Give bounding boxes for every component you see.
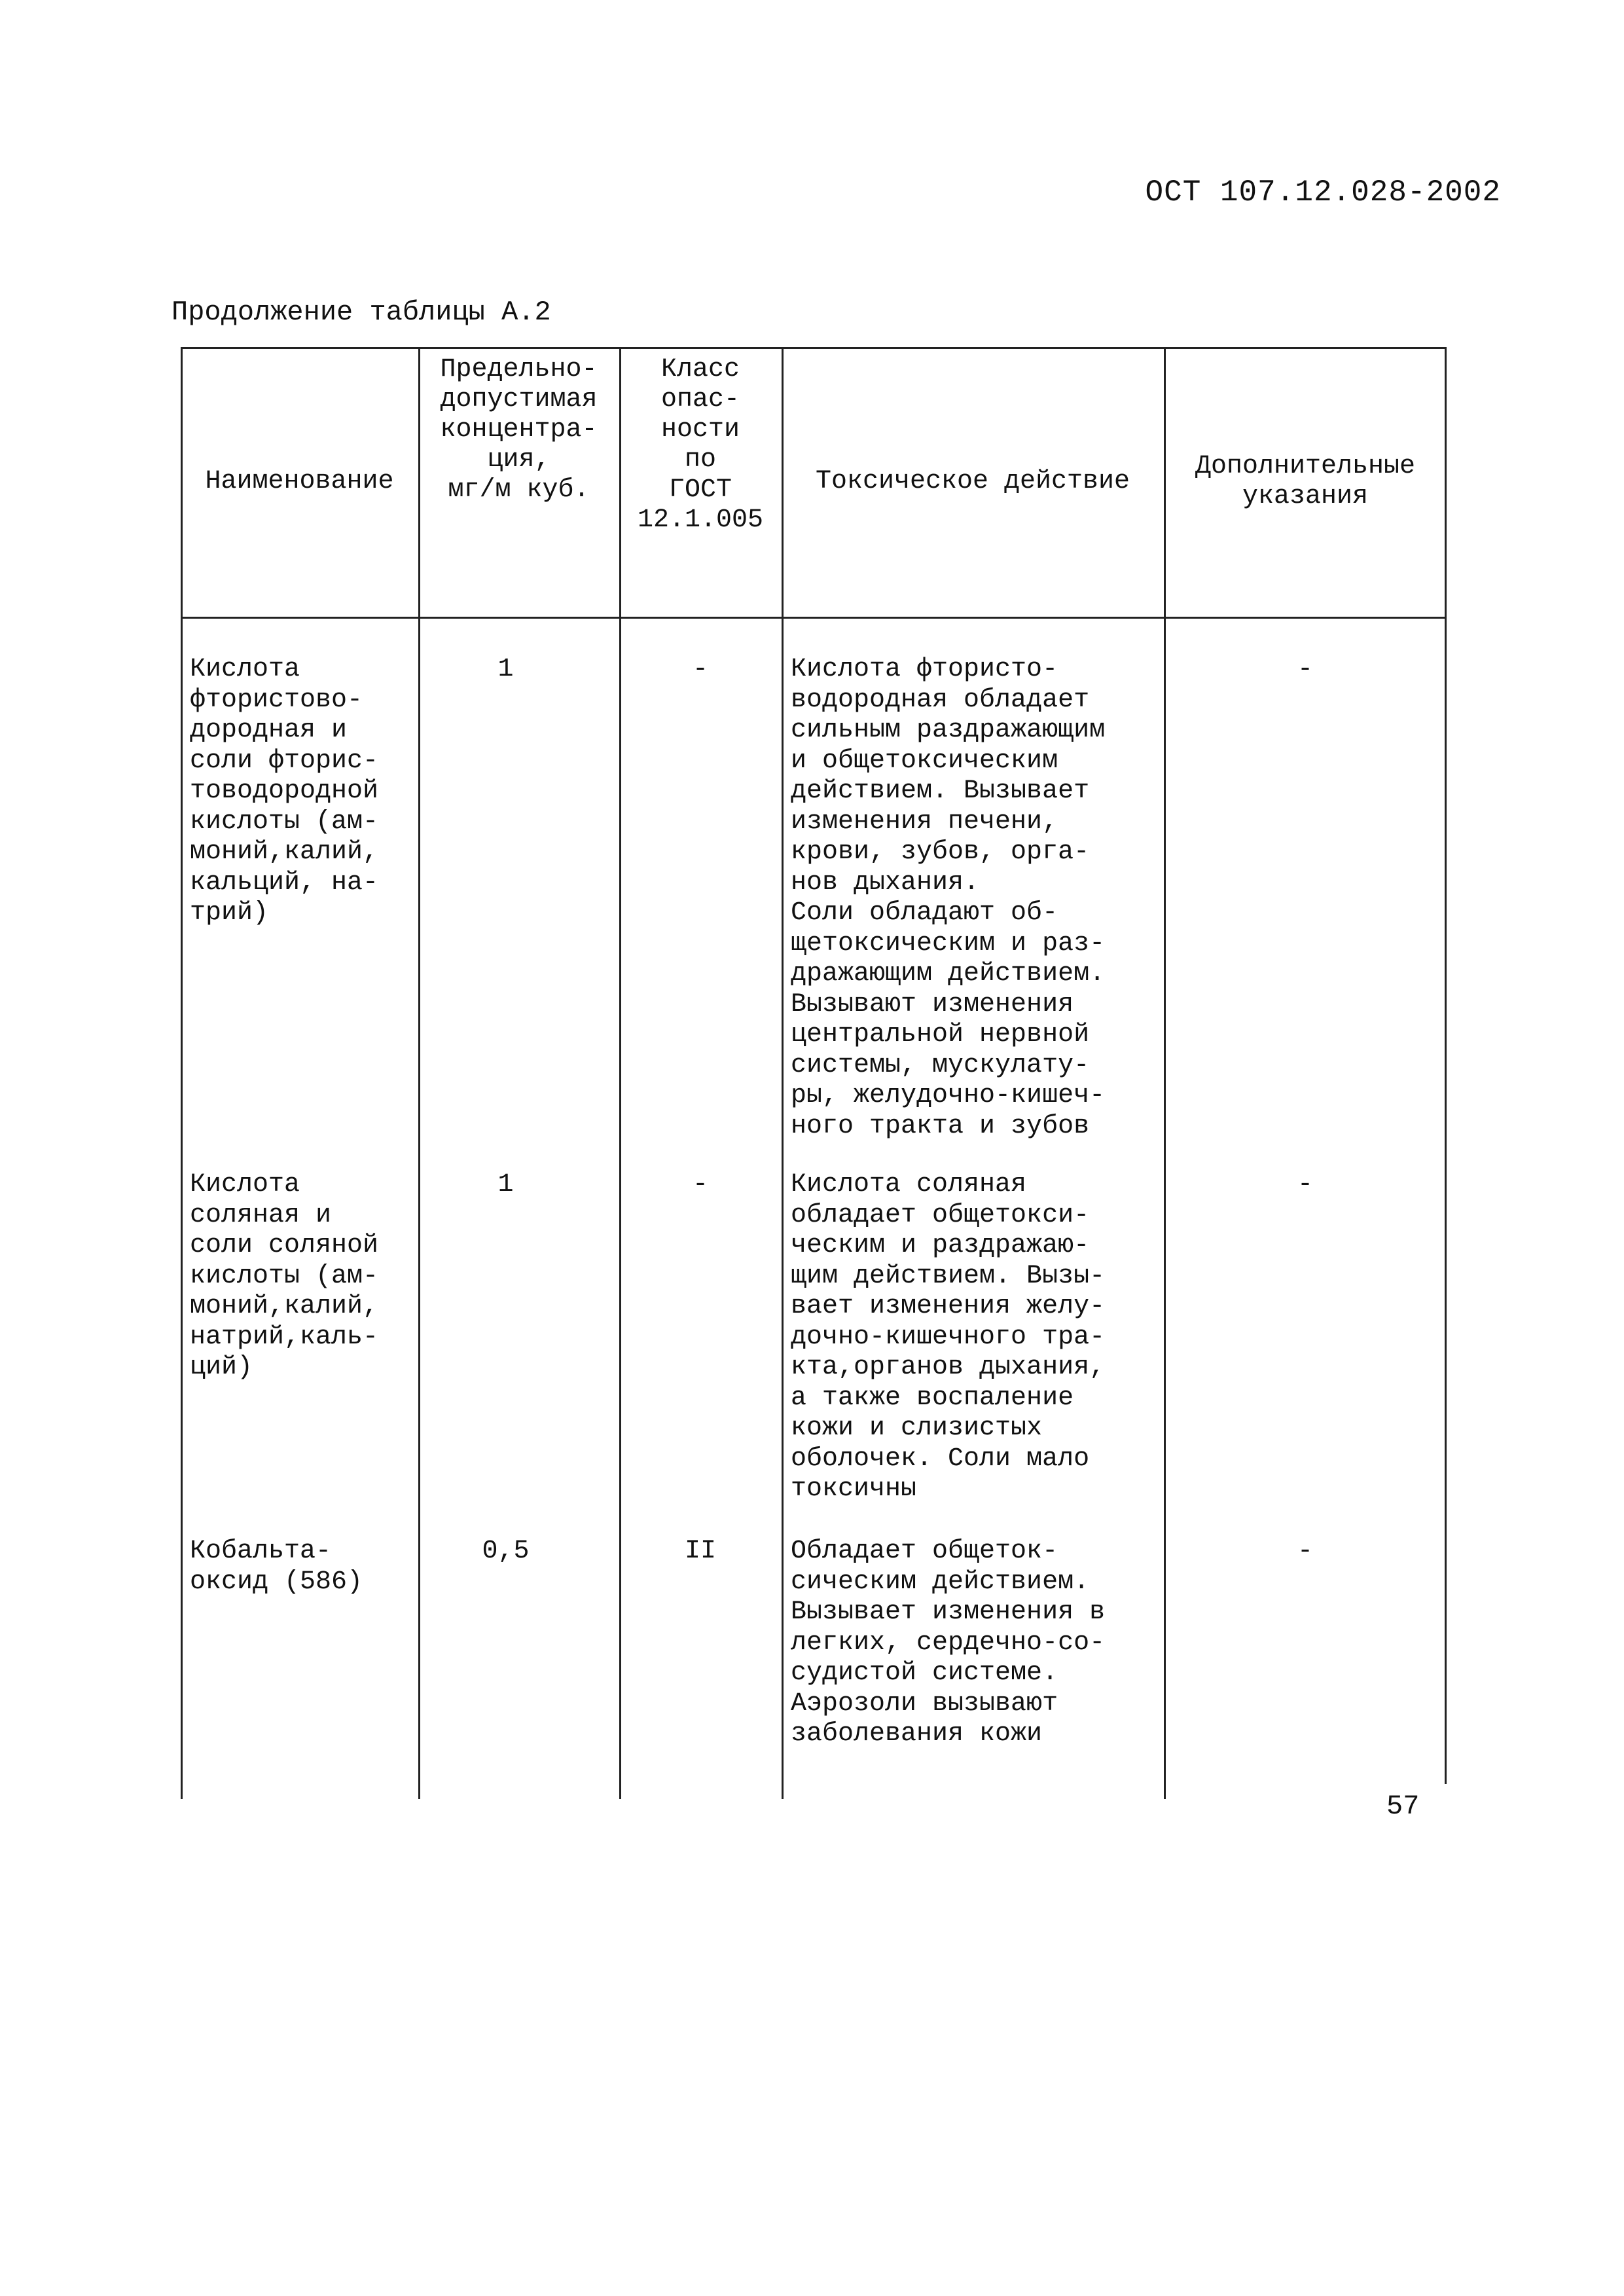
column-header-toxic-effect bbox=[782, 347, 1164, 617]
column-header-hazard-class bbox=[619, 347, 782, 617]
additional-notes: - bbox=[1297, 1170, 1313, 1199]
concentration-value: 1 bbox=[497, 1170, 514, 1199]
table-continuation-caption: Продолжение таблицы А.2 bbox=[171, 297, 551, 328]
hazard-class-value: - bbox=[692, 1170, 708, 1199]
substance-name: Кислота соляная и соли соляной кислоты (ам- моний,калий, натрий,каль- ций) bbox=[190, 1170, 379, 1382]
column-header-label: Дополнительные указания bbox=[1195, 452, 1416, 511]
column-header-concentration bbox=[418, 347, 619, 617]
column-header-label: Токсическое действие bbox=[815, 467, 1130, 496]
column-header-additional bbox=[1164, 347, 1447, 617]
concentration-value: 0,5 bbox=[482, 1537, 530, 1566]
hazard-class-value: II bbox=[684, 1537, 716, 1566]
substance-name: Кислота фтористово- дородная и соли фторис- товодородной кислоты (ам- моний,калий, кальций, на- трий) bbox=[190, 655, 379, 928]
hazard-class-value: - bbox=[692, 655, 708, 684]
substances-table bbox=[181, 347, 1447, 1799]
concentration-value: 1 bbox=[497, 655, 514, 684]
toxic-effect-text: Обладает общеток- сическим действием. Вызывает изменения в легких, сердечно-со- судистой системе. Аэрозоли вызывают заболевания кожи bbox=[791, 1537, 1106, 1749]
column-header-name bbox=[181, 347, 418, 617]
column-header-label: Класс опас- ности по ГОСТ 12.1.005 bbox=[637, 355, 764, 535]
column-header-label: Предельно- допустимая концентра- ция, мг/м куб. bbox=[440, 355, 598, 505]
column-header-label: Наименование bbox=[205, 467, 394, 496]
header-bottom-rule bbox=[181, 617, 1447, 619]
page-number: 57 bbox=[1386, 1791, 1420, 1822]
substance-name: Кобальта- оксид (586) bbox=[190, 1537, 363, 1597]
additional-notes: - bbox=[1297, 1537, 1313, 1566]
additional-notes: - bbox=[1297, 655, 1313, 684]
document-code: ОСТ 107.12.028-2002 bbox=[1145, 175, 1501, 210]
toxic-effect-text: Кислота фтористо- водородная обладает сильным раздражающим и общетоксическим действием. Вызывает изменения печени, крови, зубов, орга- нов дыхания. Соли обладают об- щетоксическим и раз- дражающим действием. Вызывают изменения центральной нервной системы, мускулату- ры, желудочно-кишеч- ного тракта и зубов bbox=[791, 655, 1106, 1141]
toxic-effect-text: Кислота соляная обладает общетокси- ческим и раздражаю- щим действием. Вызы- вает изменения желу- дочно-кишечного тра- кта,органов дыхания, а также воспаление кожи и слизистых оболочек. Соли мало токсичны bbox=[791, 1170, 1106, 1504]
